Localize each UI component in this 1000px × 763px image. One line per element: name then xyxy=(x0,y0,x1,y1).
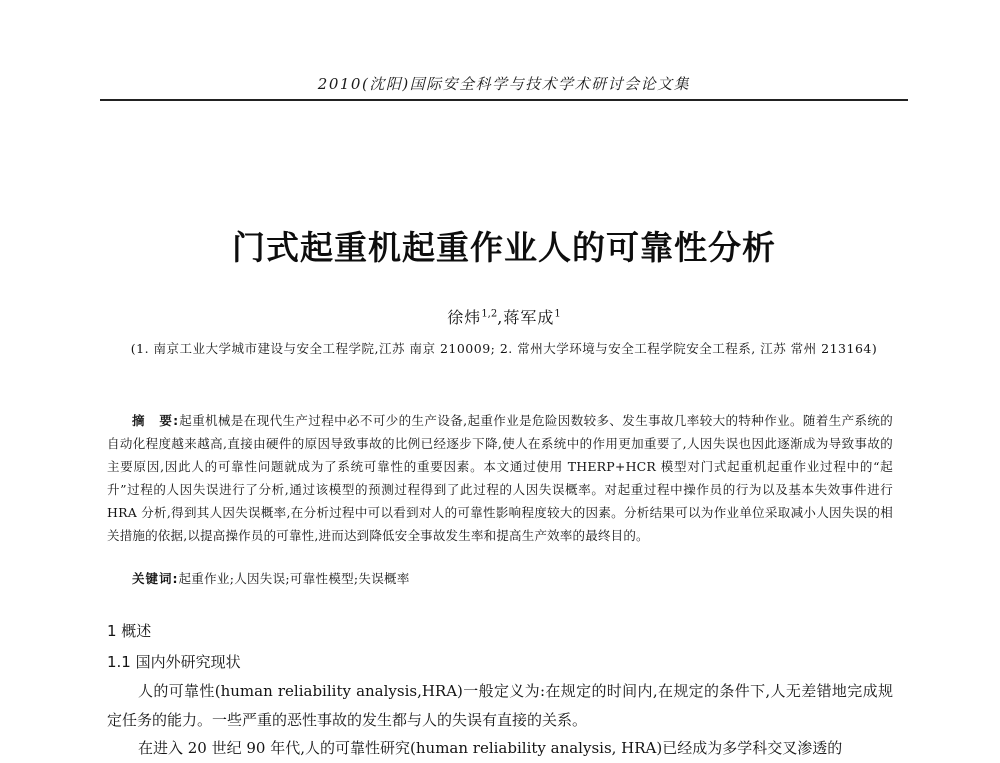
author-line xyxy=(100,305,908,328)
author-name: 徐炜 xyxy=(447,308,482,327)
keywords-text: 起重作业;人因失误;可靠性模型;失误概率 xyxy=(178,571,410,586)
section-heading: 1 概述 xyxy=(107,622,152,640)
author-affiliation-mark: 1 xyxy=(554,308,561,320)
header-rule xyxy=(100,99,908,101)
author-name: 蒋军成 xyxy=(503,308,555,327)
paper-title: 门式起重机起重作业人的可靠性分析 xyxy=(232,228,776,267)
keywords-label: 关键词: xyxy=(132,571,179,586)
body-paragraph: 在进入 20 世纪 90 年代,人的可靠性研究(human reliability analysis, HRA)已经成为多学科交叉渗透的 xyxy=(138,739,843,757)
author-affiliation-mark: 1,2 xyxy=(481,308,498,320)
body-paragraph: 人的可靠性(human reliability analysis,HRA)一般定义为:在规定的时间内,在规定的条件下,人无差错地完成规定任务的能力。一些严重的恶性事故的发生都与人的失误有直接的关系。 xyxy=(107,682,893,729)
affiliation: (1. 南京工业大学城市建设与安全工程学院,江苏 南京 210009; 2. 常州大学环境与安全工程学院安全工程系, 江苏 常州 213164) xyxy=(130,341,878,356)
subsection-heading: 1.1 国内外研究现状 xyxy=(107,653,241,671)
abstract-label: 摘 要: xyxy=(132,413,180,428)
abstract xyxy=(107,409,893,547)
abstract-text: 起重机械是在现代生产过程中必不可少的生产设备,起重作业是危险因数较多、发生事故几率较大的特种作业。随着生产系统的自动化程度越来越高,直接由硬件的原因导致事故的比例已经逐步下降,使人在系统中的作用更加重要了,人因失误也因此逐渐成为导致事故的主要原因,因此人的可靠性问题就成为了系统可靠性的重要因素。本文通过使用 THERP+HCR 模型对门式起重机起重作业过程中的“起升”过程的人因失误进行了分析,通过该模型的预测过程得到了此过程的人因失误概率。对起重过程中操作员的行为以及基本失效事件进行 HRA 分析,得到其人因失误概率,在分析过程中可以看到对人的可靠性影响程度较大的因素。分析结果可以为作业单位采取减小人因失误的相关措施的依据,以提高操作员的可靠性,进而达到降低安全事故发生率和提高生产效率的最终目的。 xyxy=(107,413,893,543)
running-header: 2010(沈阳)国际安全科学与技术学术研讨会论文集 xyxy=(317,75,691,93)
body-text xyxy=(107,677,893,763)
keywords xyxy=(132,569,892,587)
author-separator: , xyxy=(497,308,504,327)
